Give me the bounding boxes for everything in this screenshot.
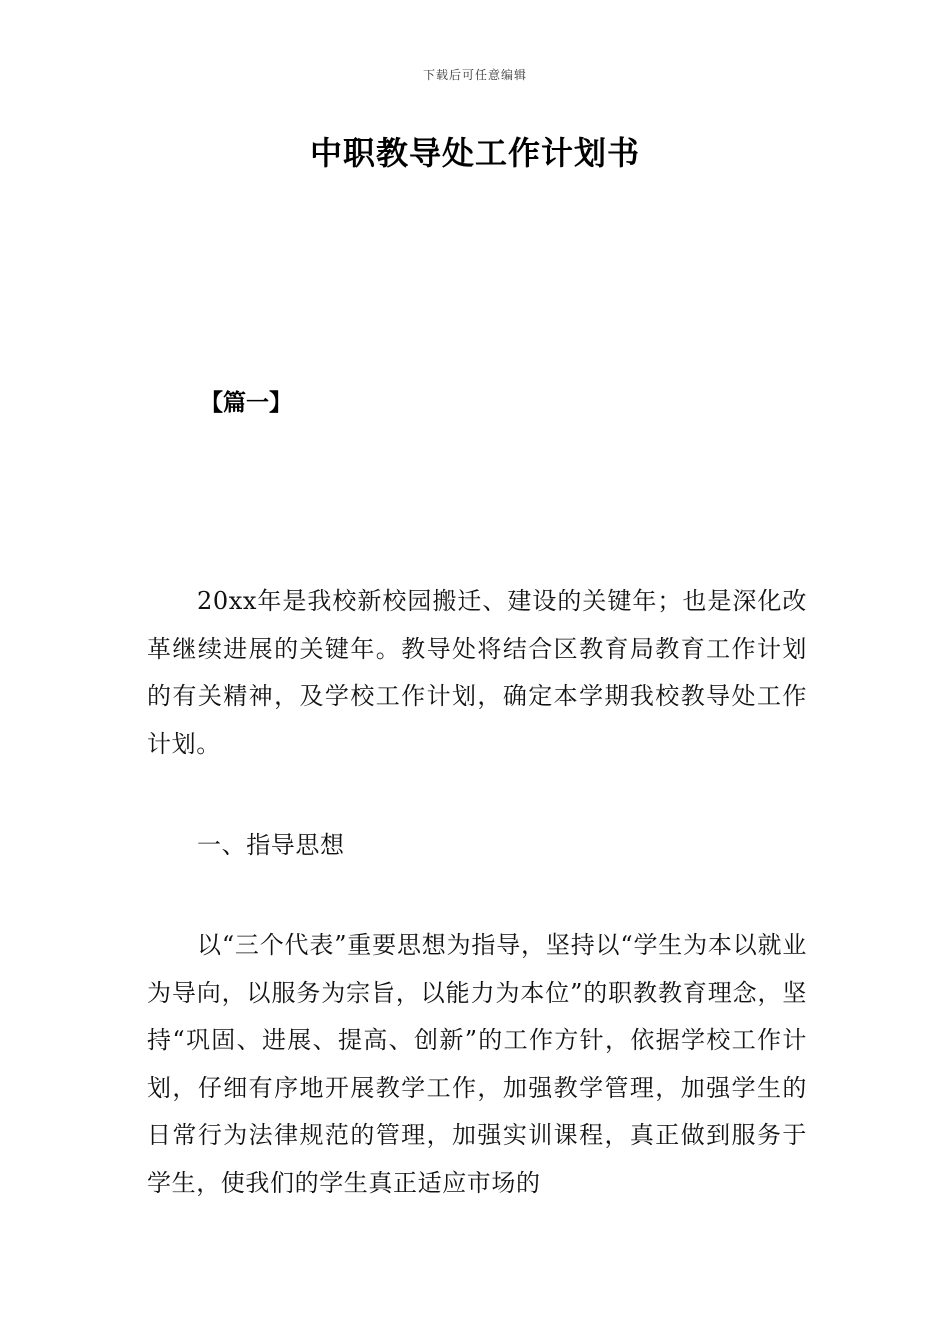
document-title: 中职教导处工作计划书 — [309, 134, 640, 172]
guidance-paragraph: 以“三个代表”重要思想为指导，坚持以“学生为本以就业为导向，以服务为宗旨，以能力为本位”的职教教育理念，坚持“巩固、进展、提高、创新”的工作方针，依据学校工作计划，仔细有序地开展教学工作，加强教学管理，加强学生的日常行为法律规范的管理，加强实训课程，真正做到服务于学生，使我们的学生真正适应市场的 — [147, 931, 807, 1197]
header-note: 下载后可任意编辑 — [422, 68, 527, 82]
section-heading-guidance: 一、指导思想 — [197, 831, 345, 859]
section-marker: 【篇一】 — [200, 389, 292, 416]
intro-paragraph: 20xx年是我校新校园搬迁、建设的关键年；也是深化改革继续进展的关键年。教导处将结合区教育局教育工作计划的有关精神，及学校工作计划，确定本学期我校教导处工作计划。 — [147, 587, 807, 758]
